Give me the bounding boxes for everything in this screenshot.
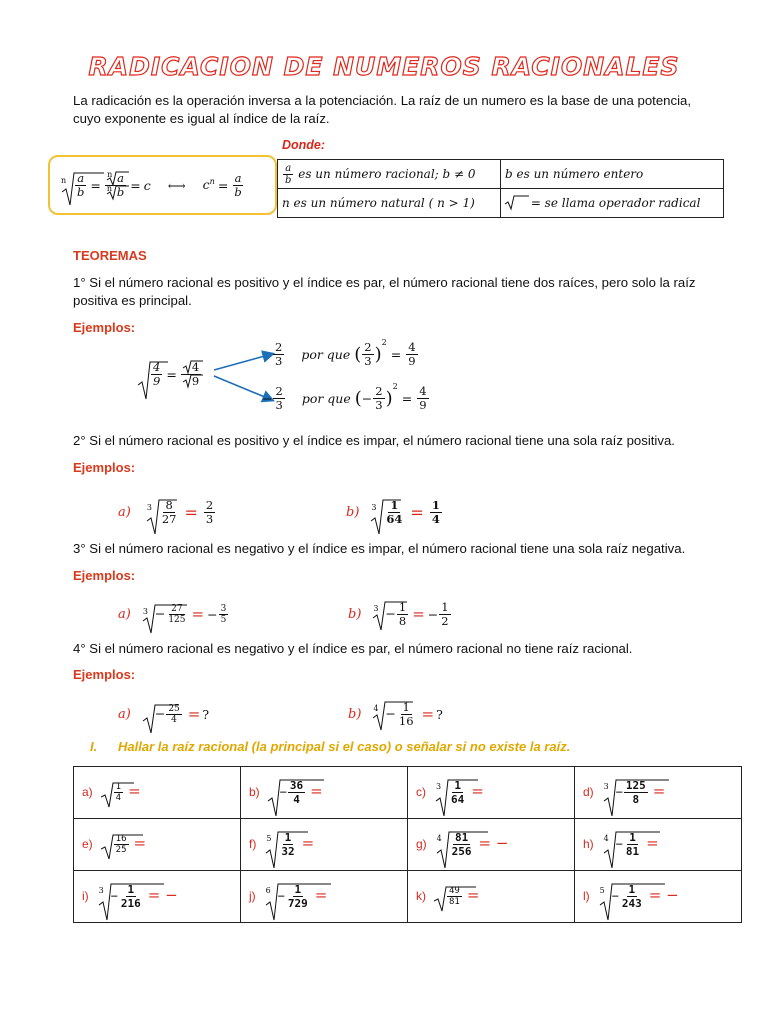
exercise-cell bbox=[408, 819, 575, 871]
numerator: 1 bbox=[115, 782, 122, 792]
numerator: 1 bbox=[390, 497, 399, 512]
denominator: b bbox=[77, 184, 85, 199]
theorem-2: 2° Si el número racional es positivo y el índice es impar, el número racional tiene una sola raíz positiva. bbox=[73, 433, 675, 448]
radical-index: 3 bbox=[142, 606, 148, 616]
radical bbox=[369, 499, 405, 526]
denominator: 8 bbox=[398, 613, 407, 628]
denominator: 3 bbox=[375, 397, 383, 412]
equals-tail: = − bbox=[648, 886, 679, 904]
equals-tail: = bbox=[652, 782, 666, 800]
example-1-root: $\frac{4}{9}$ = $\frac{4}{9}$ bbox=[138, 352, 202, 396]
equals-tail: = − bbox=[478, 834, 509, 852]
exponent: 2 bbox=[392, 381, 398, 391]
radical-index: 3 bbox=[371, 502, 377, 512]
radical: 3 − $\frac{27}{125}$ bbox=[141, 604, 189, 625]
denominator: 25 bbox=[115, 845, 127, 855]
exercise-cell bbox=[575, 871, 742, 923]
denominator: 81 bbox=[625, 845, 640, 858]
definition-text: es un número racional; b ≠ 0 bbox=[294, 166, 476, 181]
exercise-label: k) bbox=[416, 889, 426, 903]
exercise-cell bbox=[241, 819, 408, 871]
numerator: 2 bbox=[375, 383, 383, 398]
denominator: 243 bbox=[621, 897, 642, 910]
theorem-3: 3° Si el número racional es negativo y el índice es impar, el número racional tiene una sola raíz negativa. bbox=[73, 541, 686, 556]
exercise-cell bbox=[408, 767, 575, 819]
radical bbox=[434, 779, 467, 806]
denominator: 4 bbox=[431, 511, 440, 526]
numerator: 2 bbox=[364, 339, 372, 354]
exercise-label: l) bbox=[583, 889, 590, 903]
radical: − $\frac{25}{4}$ bbox=[143, 704, 183, 725]
example-4a: a) − $\frac{25}{4}$ = ? bbox=[118, 696, 209, 732]
power-exponent: n bbox=[209, 177, 215, 187]
denominator: 256 bbox=[451, 845, 472, 858]
radical-index: 3 bbox=[373, 603, 379, 613]
denominator: b bbox=[234, 184, 242, 199]
por-que-text: por que bbox=[301, 346, 351, 362]
page-title: RADICACION DE NUMEROS RACIONALES bbox=[88, 52, 680, 81]
negative-sign: − bbox=[615, 837, 623, 851]
denominator: 9 bbox=[153, 373, 161, 388]
equals-tail: = bbox=[314, 886, 328, 904]
example-4b: b) 4 − $\frac{1}{16}$ = ? bbox=[348, 699, 443, 728]
radical bbox=[598, 883, 645, 910]
intro-paragraph: La radicación es la operación inversa a la potenciación. La raíz de un numero es la base de una potencia, cuyo exponente es igual al índice de la raíz. bbox=[73, 93, 692, 126]
exercise-label: d) bbox=[583, 785, 594, 799]
radical-ab bbox=[60, 172, 87, 199]
denominator: 27 bbox=[161, 511, 177, 526]
equals-tail: = bbox=[301, 834, 315, 852]
ejemplos-label: Ejemplos: bbox=[73, 460, 136, 475]
donde-label: Donde: bbox=[282, 138, 326, 152]
radical bbox=[101, 782, 124, 803]
denominator: 3 bbox=[275, 397, 283, 412]
exercise-cell bbox=[74, 767, 241, 819]
radical-index: 3 bbox=[146, 502, 152, 512]
numerator: a bbox=[77, 170, 85, 185]
exercise-cell bbox=[241, 767, 408, 819]
ejemplos-label: Ejemplos: bbox=[73, 667, 136, 682]
equals-tail: = bbox=[646, 834, 659, 852]
definition-cell bbox=[501, 189, 724, 218]
equals-sign: = bbox=[130, 177, 141, 193]
exercise-number: I. bbox=[90, 739, 98, 754]
radical-index: n bbox=[106, 184, 113, 193]
denominator: 9 bbox=[419, 397, 427, 412]
exercise-label: f) bbox=[249, 837, 257, 851]
numerator: 1 bbox=[629, 831, 636, 844]
exercise-cell bbox=[241, 871, 408, 923]
example-3a: a) 3 − $\frac{27}{125}$ = − $\frac{3}{5}$ bbox=[118, 596, 229, 632]
exercise-label: h) bbox=[583, 837, 594, 851]
numerator: 1 bbox=[454, 779, 461, 792]
theorems-heading: TEOREMAS bbox=[73, 248, 147, 263]
theorem-1: 1° Si el número racional es positivo y el índice es par, el número racional tiene dos raíces, pero solo la raíz positiva es principal. bbox=[73, 275, 696, 308]
numerator: a bbox=[234, 170, 242, 185]
exercise-label: g) bbox=[416, 837, 427, 851]
exercise-cell bbox=[575, 767, 742, 819]
result-unknown: ? bbox=[436, 706, 443, 722]
exercise-instruction: Hallar la raíz racional (la principal si el caso) o señalar si no existe la raíz. bbox=[118, 739, 571, 754]
numerator: a bbox=[285, 162, 292, 174]
numerator: 2 bbox=[275, 339, 283, 354]
result-unknown: ? bbox=[202, 706, 210, 722]
numerator: 2 bbox=[205, 497, 214, 512]
numerator: 2 bbox=[275, 383, 283, 398]
numerator: 1 bbox=[431, 497, 440, 512]
radicand: 4 bbox=[191, 359, 200, 374]
exercise-cell bbox=[408, 871, 575, 923]
numerator: 1 bbox=[294, 883, 302, 896]
exercise-label: j) bbox=[249, 889, 256, 903]
negative-sign: − bbox=[615, 785, 623, 799]
radical-index: 5 bbox=[599, 886, 605, 895]
exercise-cell bbox=[74, 819, 241, 871]
radical: 3 − $\frac{1}{8}$ bbox=[373, 599, 407, 628]
numerator: 1 bbox=[284, 831, 292, 844]
numerator: 36 bbox=[289, 779, 304, 792]
numerator: 1 bbox=[628, 883, 636, 896]
definition-cell: n es un número natural ( n > 1) bbox=[278, 189, 501, 218]
split-root bbox=[181, 360, 201, 388]
exercise-label: e) bbox=[82, 837, 93, 851]
negative-sign: − bbox=[110, 889, 118, 903]
example-3b: b) 3 − $\frac{1}{8}$ = − $\frac{1}{2}$ bbox=[348, 599, 449, 628]
radical-index: 3 bbox=[603, 782, 609, 791]
numerator: 49 bbox=[449, 886, 460, 896]
equals-tail: = bbox=[128, 782, 141, 800]
numerator: 4 bbox=[408, 339, 416, 354]
exercise-row bbox=[74, 871, 742, 923]
radical-definition-formula bbox=[60, 163, 245, 207]
radicand: a bbox=[117, 170, 124, 185]
theorem-4: 4° Si el número racional es negativo y el índice es par, el número racional no tiene raíz racional. bbox=[73, 641, 633, 656]
denominator: 4 bbox=[115, 793, 122, 803]
denominator: 125 bbox=[168, 614, 186, 625]
exponent: 2 bbox=[381, 337, 387, 347]
equals-tail: = bbox=[471, 782, 484, 800]
numerator: 8 bbox=[165, 497, 173, 512]
exercise-label: c) bbox=[416, 785, 426, 799]
example-label: b) bbox=[348, 706, 362, 722]
exercise-row bbox=[74, 819, 742, 871]
numerator: 16 bbox=[115, 834, 127, 844]
example-label: a) bbox=[118, 706, 131, 722]
radical bbox=[264, 883, 311, 910]
example-label: a) bbox=[118, 504, 131, 520]
radicand: b bbox=[116, 185, 125, 199]
radical-b bbox=[107, 186, 124, 199]
definition-cell: b es un número entero bbox=[501, 160, 724, 189]
exercise-label: i) bbox=[82, 889, 89, 903]
radical bbox=[602, 779, 649, 806]
radical bbox=[264, 831, 297, 858]
radical-index: 4 bbox=[373, 703, 379, 713]
numerator: 3 bbox=[220, 603, 227, 614]
numerator: 4 bbox=[153, 359, 161, 374]
example-label: a) bbox=[118, 606, 131, 622]
example-2a: a) 3 $\frac{8}{27}$ = $\frac{2}{3}$ bbox=[118, 492, 216, 532]
numerator: 1 bbox=[127, 883, 135, 896]
denominator: 16 bbox=[398, 713, 414, 728]
example-label: b) bbox=[346, 504, 360, 520]
denominator: 9 bbox=[408, 353, 416, 368]
denominator: 81 bbox=[449, 897, 460, 907]
denominator: 64 bbox=[451, 793, 465, 806]
exercise-label: b) bbox=[249, 785, 260, 799]
numerator: 27 bbox=[171, 603, 183, 614]
equals-tail: = bbox=[133, 834, 147, 852]
exercise-table bbox=[73, 766, 742, 923]
split-radical-fraction bbox=[105, 171, 126, 199]
denominator: 3 bbox=[205, 511, 214, 526]
denominator: 64 bbox=[386, 511, 403, 526]
exercise-cell bbox=[575, 819, 742, 871]
denominator: 5 bbox=[220, 614, 227, 625]
denominator: 216 bbox=[120, 897, 141, 910]
negative-sign: − bbox=[277, 889, 285, 903]
radical bbox=[435, 831, 475, 858]
root-c: c bbox=[143, 177, 151, 193]
denominator: b bbox=[285, 174, 292, 186]
radical-index: n bbox=[107, 169, 113, 179]
example-1-negative-root: − $\frac{2}{3}$ por que ( − $\frac{2}{3}$ ) $^2$ = $\frac{4}{9}$ bbox=[262, 381, 427, 412]
numerator: 1 bbox=[441, 599, 449, 614]
denominator: 4 bbox=[171, 714, 177, 725]
radical bbox=[101, 834, 130, 855]
equals-sign: = bbox=[217, 177, 229, 193]
denominator: 4 bbox=[293, 793, 300, 806]
ejemplos-label: Ejemplos: bbox=[73, 568, 136, 583]
example-label: b) bbox=[348, 606, 362, 622]
numerator: 4 bbox=[419, 383, 427, 398]
radical bbox=[138, 361, 163, 388]
denominator: 729 bbox=[287, 897, 308, 910]
radical-index: 4 bbox=[603, 834, 609, 843]
denominator: 2 bbox=[441, 613, 449, 628]
radical-index: 4 bbox=[436, 834, 442, 843]
equals-tail: = − bbox=[147, 886, 178, 904]
denominator: 32 bbox=[281, 845, 295, 858]
numerator: 25 bbox=[168, 703, 180, 714]
radical: 4 − $\frac{1}{16}$ bbox=[373, 699, 414, 728]
exercise-cell bbox=[74, 871, 241, 923]
equals-tail: = bbox=[466, 886, 480, 904]
radical-index: 3 bbox=[98, 886, 104, 895]
equals-sign: = bbox=[90, 177, 101, 193]
radicand: 9 bbox=[191, 374, 200, 388]
radical bbox=[145, 499, 180, 526]
denominator: 3 bbox=[364, 353, 372, 368]
negative-sign: − bbox=[279, 785, 287, 799]
numerator: 1 bbox=[402, 699, 410, 714]
numerator: 81 bbox=[454, 831, 469, 844]
radical bbox=[97, 883, 144, 910]
exercise-row bbox=[74, 767, 742, 819]
numerator: 1 bbox=[398, 599, 407, 614]
ejemplos-label: Ejemplos: bbox=[73, 320, 136, 335]
radical bbox=[268, 779, 306, 806]
radical-symbol bbox=[505, 196, 527, 210]
equivalence-arrow: ⟷ bbox=[167, 177, 186, 193]
por-que-text: por que bbox=[301, 390, 351, 406]
denominator: 3 bbox=[275, 353, 283, 368]
definition-cell bbox=[278, 160, 501, 189]
negative-sign: − bbox=[611, 889, 619, 903]
radical bbox=[602, 831, 642, 858]
example-1-positive-root: $\frac{2}{3}$ por que ( $\frac{2}{3}$ ) $^2$ = $\frac{4}{9}$ bbox=[275, 337, 416, 368]
definition-table bbox=[277, 159, 724, 218]
equals-tail: = bbox=[310, 782, 323, 800]
radical-index: 3 bbox=[436, 782, 442, 791]
radical-index: 6 bbox=[265, 886, 271, 895]
example-2b: b) 3 $\frac{1}{64}$ = $\frac{1}{4}$ bbox=[346, 492, 443, 532]
radical-index: 5 bbox=[266, 834, 272, 843]
radical bbox=[434, 886, 463, 907]
denominator: 8 bbox=[632, 793, 640, 806]
radical-index: n bbox=[61, 175, 67, 185]
definition-text: = se llama operador radical bbox=[527, 195, 701, 210]
power-base: c bbox=[202, 177, 210, 193]
exercise-label: a) bbox=[82, 785, 93, 799]
numerator: 125 bbox=[625, 779, 646, 792]
